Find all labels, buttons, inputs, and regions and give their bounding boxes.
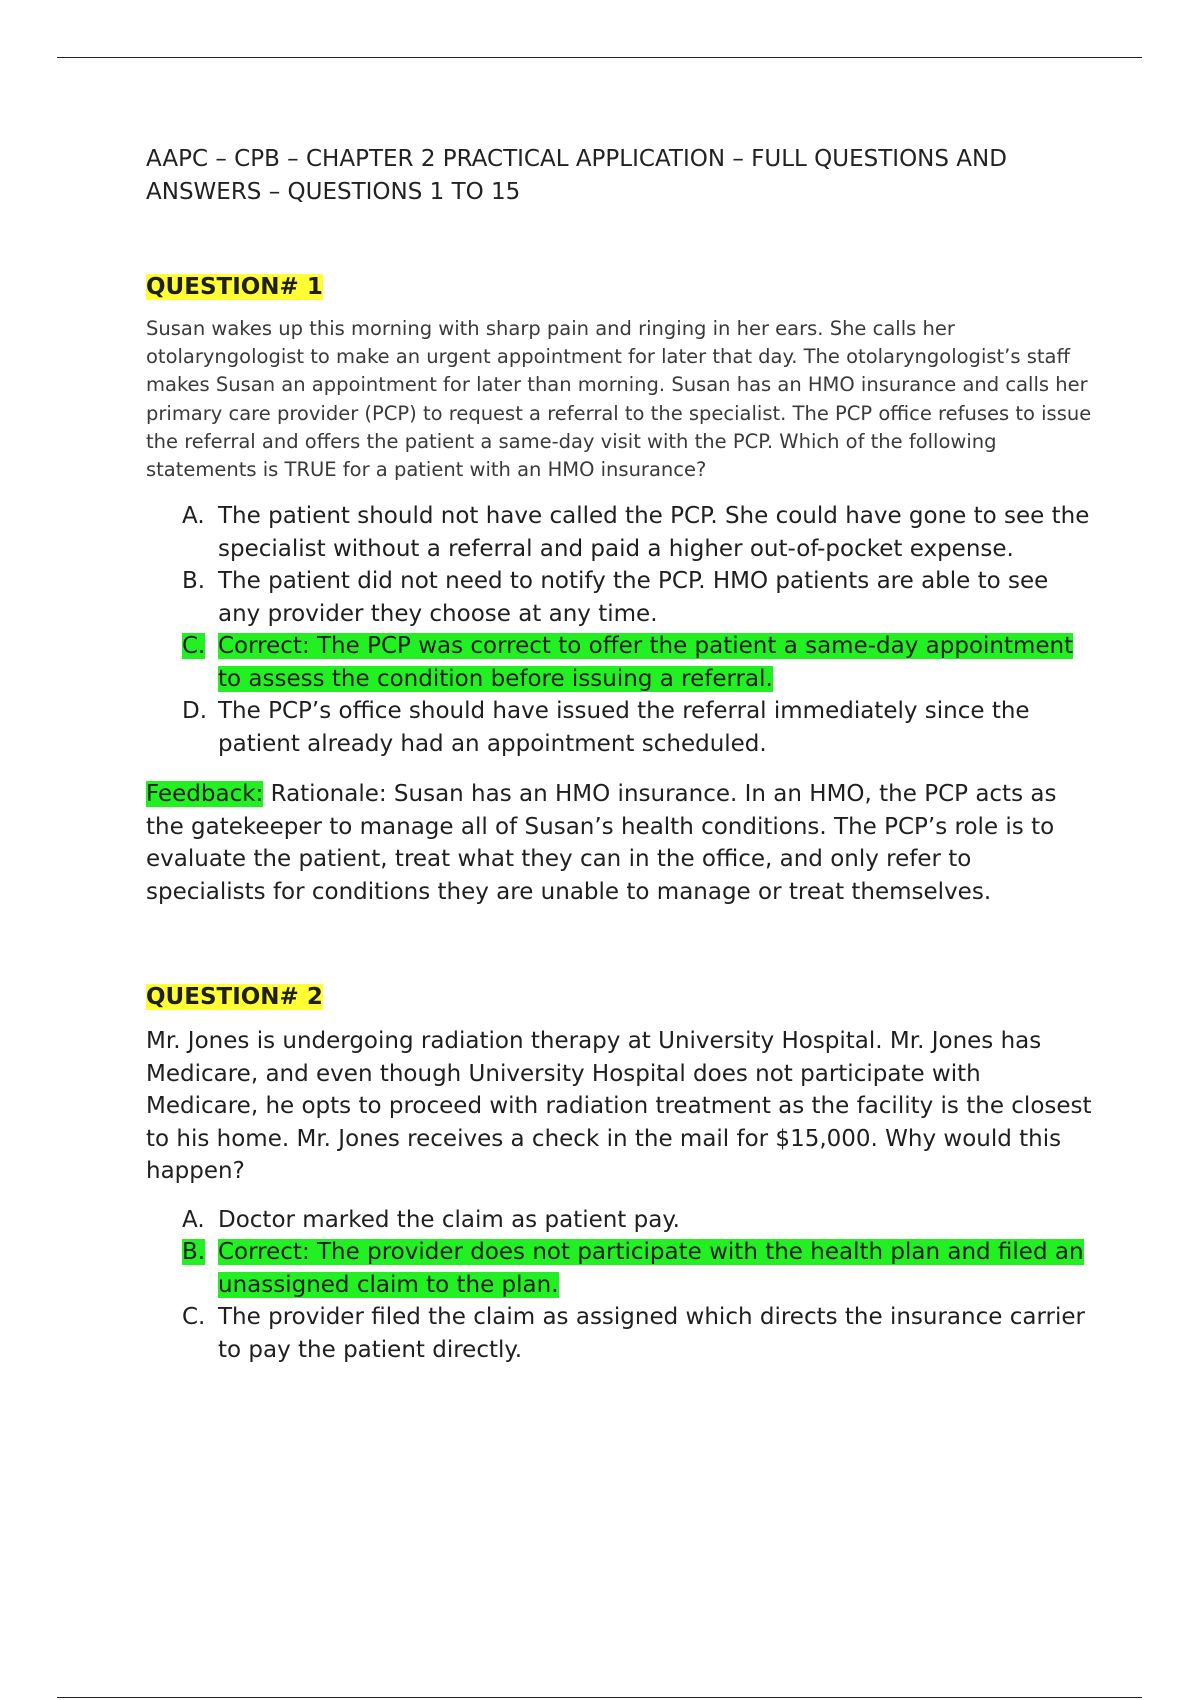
option-letter: C. (182, 633, 206, 660)
feedback-label: Feedback: (146, 781, 264, 808)
question-text: Mr. Jones is undergoing radiation therapy at University Hospital. Mr. Jones has Medicare, and even though University Hospital does not participate with Medicare, he opts to proceed with radiation treatment as the facility is the closest to his home. Mr. Jones receives a check in the mail for $15,000. Why would this happen? (146, 1028, 1092, 1185)
answer-option-d (146, 695, 1096, 760)
document-page (146, 143, 1096, 1366)
option-text: Correct: The PCP was correct to offer the patient a same-day appointment to assess the condition before issuing a referral. (218, 633, 1074, 692)
answer-option-b-correct (146, 1236, 1096, 1301)
option-text: Correct: The provider does not participate with the health plan and filed an unassigned claim to the plan. (218, 1239, 1084, 1298)
document-title: AAPC – CPB – CHAPTER 2 PRACTICAL APPLICATION – FULL QUESTIONS AND ANSWERS – QUESTIONS 1 TO 15 (146, 146, 1007, 205)
option-letter: B. (182, 568, 206, 595)
question-heading (146, 272, 1096, 302)
answer-option-c (146, 1301, 1096, 1366)
option-letter: D. (182, 698, 208, 725)
answer-option-a (146, 1204, 1096, 1237)
bottom-rule (57, 1697, 1142, 1698)
answer-options (146, 500, 1096, 760)
option-text-wrap (218, 630, 1096, 695)
option-text: The provider filed the claim as assigned which directs the insurance carrier to pay the patient directly. (218, 1304, 1085, 1363)
option-letter: B. (182, 1239, 206, 1266)
option-letter-wrap (146, 630, 218, 695)
option-text: Doctor marked the claim as patient pay. (218, 1206, 680, 1233)
option-letter: A. (182, 503, 205, 530)
option-text: The PCP’s office should have issued the referral immediately since the patient already had an appointment scheduled. (218, 698, 1030, 757)
option-letter: A. (182, 1206, 205, 1233)
feedback-text: Rationale: Susan has an HMO insurance. In an HMO, the PCP acts as the gatekeeper to manage all of Susan’s health conditions. The PCP’s role is to evaluate the patient, treat what they can in the office, and only refer to specialists for conditions they are unable to manage or treat themselves. (146, 781, 1057, 905)
option-text-wrap (218, 1236, 1096, 1301)
answer-option-a (146, 500, 1096, 565)
top-rule (57, 57, 1142, 58)
question-heading-label: QUESTION# 2 (146, 984, 323, 1011)
answer-options (146, 1204, 1096, 1367)
question-text: Susan wakes up this morning with sharp pain and ringing in her ears. She calls her otolaryngologist to make an urgent appointment for later that day. The otolaryngologist’s staff makes Susan an appointment for later than morning. Susan has an HMO insurance and calls her primary care provider (PCP) to request a referral to the specialist. The PCP office refuses to issue the referral and offers the patient a same-day visit with the PCP. Which of the following statements is TRUE for a patient with an HMO insurance? (146, 317, 1092, 482)
option-text: The patient should not have called the PCP. She could have gone to see the specialist without a referral and paid a higher out-of-pocket expense. (218, 503, 1090, 562)
question-1 (146, 272, 1096, 908)
question-2 (146, 982, 1096, 1366)
question-heading (146, 982, 1096, 1012)
question-heading-label: QUESTION# 1 (146, 274, 323, 300)
option-text: The patient did not need to notify the PCP. HMO patients are able to see any provider they choose at any time. (218, 568, 1049, 627)
answer-option-b (146, 565, 1096, 630)
option-letter-wrap (146, 1236, 218, 1301)
option-letter: C. (182, 1304, 206, 1331)
feedback-paragraph (146, 778, 1096, 908)
answer-option-c-correct (146, 630, 1096, 695)
